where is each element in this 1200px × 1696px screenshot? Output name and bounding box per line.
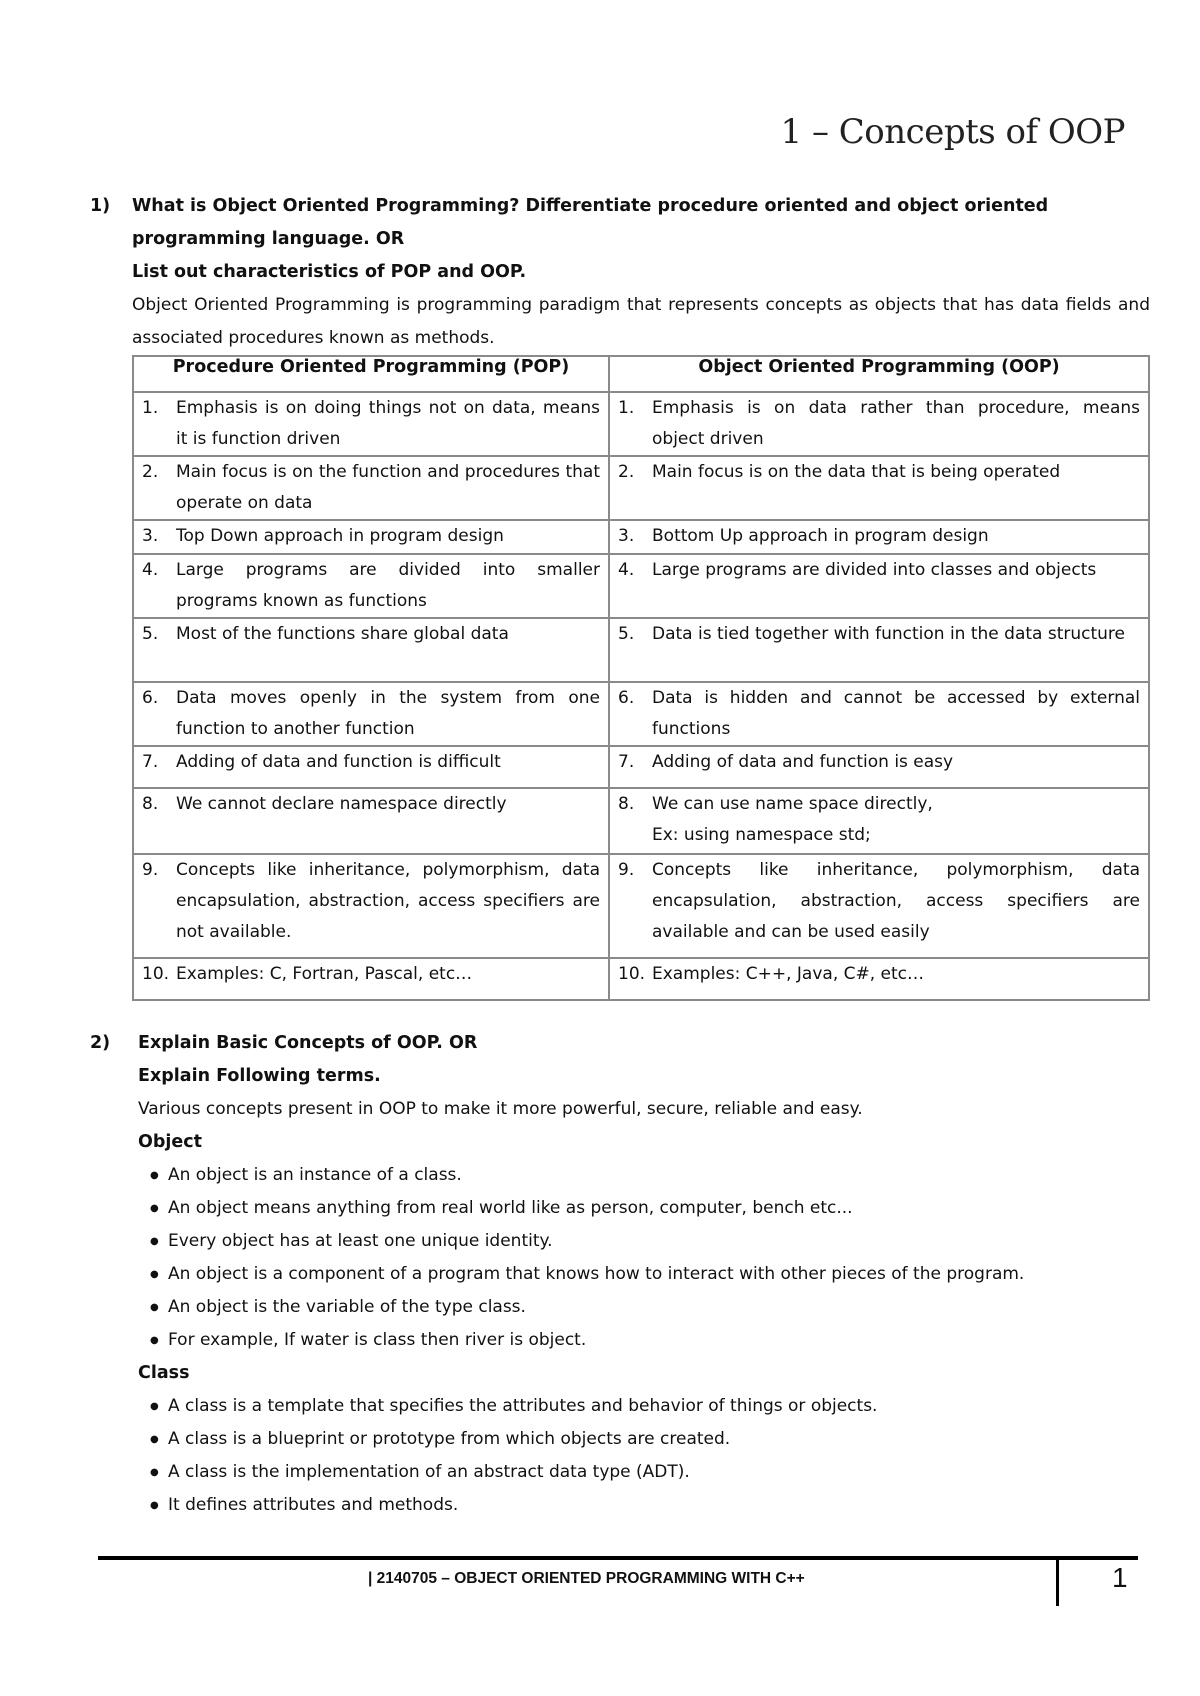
oop-cell <box>609 682 1149 746</box>
question-body <box>132 190 1150 1001</box>
pop-cell <box>133 746 609 788</box>
cell-text: We can use name space directly, <box>652 794 933 814</box>
item-number: 4. <box>618 560 635 580</box>
cell-text: Adding of data and function is easy <box>652 752 954 772</box>
question-body <box>138 1027 1150 1522</box>
table-row <box>133 854 1149 958</box>
question-line: Explain Basic Concepts of OOP. OR <box>138 1033 478 1053</box>
pop-cell <box>133 456 609 520</box>
list-item: ● For example, If water is class then river is object. <box>168 1324 1150 1357</box>
oop-cell <box>609 746 1149 788</box>
item-number: 4. <box>142 560 159 580</box>
pop-cell <box>133 854 609 958</box>
item-number: 1. <box>618 398 635 418</box>
table-row <box>133 958 1149 1000</box>
object-heading: Object <box>138 1132 203 1152</box>
question-line: List out characteristics of POP and OOP. <box>132 262 527 282</box>
table-row <box>133 682 1149 746</box>
item-number: 6. <box>618 688 635 708</box>
question-2 <box>90 1027 1150 1522</box>
list-item: ● It defines attributes and methods. <box>168 1489 1150 1522</box>
pop-cell <box>133 392 609 456</box>
table-row <box>133 746 1149 788</box>
item-number: 2. <box>618 462 635 482</box>
table-row <box>133 520 1149 554</box>
pop-cell <box>133 682 609 746</box>
footer-divider <box>1056 1556 1059 1606</box>
object-bullet-list <box>138 1159 1150 1357</box>
table-row <box>133 392 1149 456</box>
answer-intro: Various concepts present in OOP to make it more powerful, secure, reliable and easy. <box>138 1099 863 1119</box>
cell-text: Adding of data and function is difficult <box>176 752 501 772</box>
pop-cell <box>133 520 609 554</box>
oop-cell <box>609 618 1149 682</box>
pop-cell <box>133 958 609 1000</box>
cell-text: We cannot declare namespace directly <box>176 794 507 814</box>
cell-text: Large programs are divided into smaller programs known as functions <box>176 560 600 611</box>
list-item: ● A class is the implementation of an abstract data type (ADT). <box>168 1456 1150 1489</box>
pop-cell <box>133 618 609 682</box>
table-row <box>133 788 1149 854</box>
footer-course-title: | 2140705 – OBJECT ORIENTED PROGRAMMING WITH C++ <box>368 1570 805 1587</box>
list-item: ● An object means anything from real world like as person, computer, bench etc... <box>168 1192 1150 1225</box>
oop-cell <box>609 456 1149 520</box>
cell-text: Concepts like inheritance, polymorphism, data encapsulation, abstraction, access specifiers are not available. <box>176 860 600 942</box>
item-number: 7. <box>142 752 159 772</box>
comparison-table <box>132 355 1150 1001</box>
cell-text: Bottom Up approach in program design <box>652 526 989 546</box>
list-item: ● An object is an instance of a class. <box>168 1159 1150 1192</box>
page-number: 1 <box>1112 1562 1128 1593</box>
item-number: 10. <box>142 964 170 984</box>
item-number: 6. <box>142 688 159 708</box>
list-item: ● A class is a template that specifies the attributes and behavior of things or objects. <box>168 1390 1150 1423</box>
item-number: 9. <box>618 860 635 880</box>
item-number: 10. <box>618 964 646 984</box>
item-number: 3. <box>618 526 635 546</box>
cell-text: Concepts like inheritance, polymorphism, data encapsulation, abstraction, access specifiers are available and can be used easily <box>652 860 1140 942</box>
oop-cell <box>609 554 1149 618</box>
column-header-pop: Procedure Oriented Programming (POP) <box>133 356 609 392</box>
question-number: 2) <box>90 1033 111 1053</box>
item-number: 2. <box>142 462 159 482</box>
item-number: 7. <box>618 752 635 772</box>
item-number: 8. <box>618 794 635 814</box>
question-line: What is Object Oriented Programming? Differentiate procedure oriented and object oriented <box>132 196 1049 216</box>
class-heading: Class <box>138 1363 190 1383</box>
table-row <box>133 554 1149 618</box>
item-number: 5. <box>142 624 159 644</box>
footer-rule <box>98 1556 1138 1560</box>
list-item: ● An object is the variable of the type class. <box>168 1291 1150 1324</box>
cell-text: Data is hidden and cannot be accessed by external functions <box>652 688 1140 739</box>
list-item: ● A class is a blueprint or prototype from which objects are created. <box>168 1423 1150 1456</box>
oop-cell <box>609 392 1149 456</box>
item-number: 3. <box>142 526 159 546</box>
cell-text: Data is tied together with function in the data structure <box>652 624 1125 644</box>
cell-text: Large programs are divided into classes and objects <box>652 560 1097 580</box>
cell-text: Main focus is on the function and procedures that operate on data <box>176 462 600 513</box>
page-content <box>90 190 1150 1522</box>
oop-cell <box>609 958 1149 1000</box>
table-row <box>133 618 1149 682</box>
list-item: ● An object is a component of a program that knows how to interact with other pieces of the program. <box>168 1258 1150 1291</box>
cell-text: Top Down approach in program design <box>176 526 504 546</box>
cell-text: Most of the functions share global data <box>176 624 509 644</box>
answer-intro: Object Oriented Programming is programming paradigm that represents concepts as objects that has data fields and associated procedures known as methods. <box>132 295 1150 348</box>
cell-text: Emphasis is on doing things not on data, means it is function driven <box>176 398 600 449</box>
item-number: 5. <box>618 624 635 644</box>
oop-cell <box>609 788 1149 854</box>
table-row <box>133 456 1149 520</box>
cell-text: Examples: C, Fortran, Pascal, etc… <box>176 964 473 984</box>
question-number: 1) <box>90 196 111 216</box>
question-line: Explain Following terms. <box>138 1066 381 1086</box>
oop-cell <box>609 854 1149 958</box>
question-line: programming language. OR <box>132 229 405 249</box>
cell-extra-text: Ex: using namespace std; <box>652 825 871 845</box>
cell-text: Data moves openly in the system from one function to another function <box>176 688 600 739</box>
chapter-title: 1 – Concepts of OOP <box>780 112 1125 152</box>
list-item: ● Every object has at least one unique identity. <box>168 1225 1150 1258</box>
table-header-row <box>133 356 1149 392</box>
question-1 <box>90 190 1150 1001</box>
column-header-oop: Object Oriented Programming (OOP) <box>609 356 1149 392</box>
item-number: 8. <box>142 794 159 814</box>
class-bullet-list <box>138 1390 1150 1522</box>
pop-cell <box>133 554 609 618</box>
item-number: 1. <box>142 398 159 418</box>
oop-cell <box>609 520 1149 554</box>
item-number: 9. <box>142 860 159 880</box>
pop-cell <box>133 788 609 854</box>
cell-text: Main focus is on the data that is being operated <box>652 462 1061 482</box>
cell-text: Examples: C++, Java, C#, etc… <box>652 964 925 984</box>
cell-text: Emphasis is on data rather than procedure, means object driven <box>652 398 1140 449</box>
